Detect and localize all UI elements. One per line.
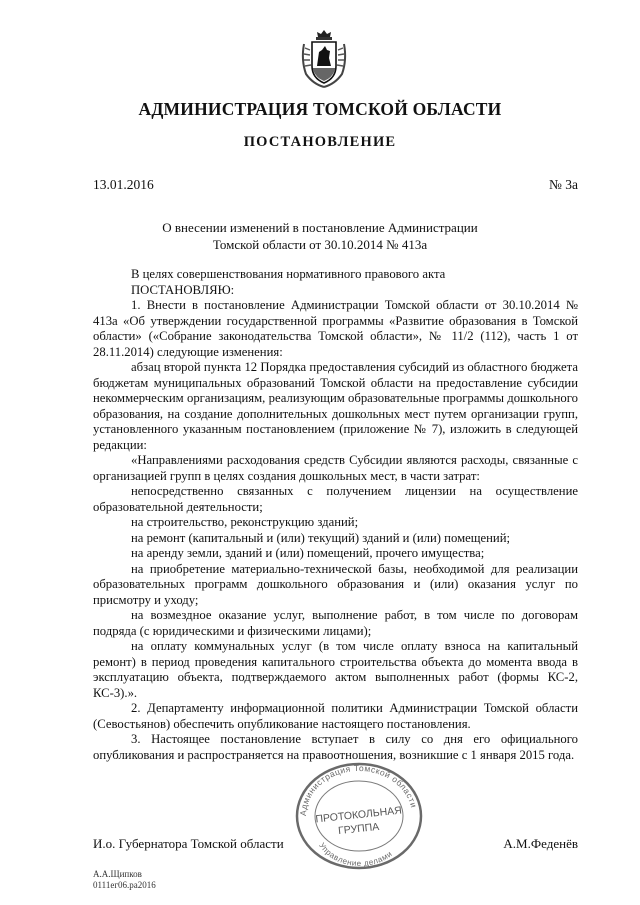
body-paragraph: на ремонт (капитальный и (или) текущий) зданий и (или) помещений; (131, 530, 511, 545)
document-subject (0, 220, 640, 253)
body-paragraph: на приобретение материально-технической базы, необходимой для реализации образовательных программ дошкольного образования и (или) оказания услуг по присмотру и уходу; (93, 561, 578, 607)
body-paragraph: абзац второй пункта 12 Порядка предоставления субсидий из областного бюджета бюджетам муниципальных образований Томской области на предоставление субсидии некоммерческим организациям, реализующим образовательные программы дошкольного образования, на создание дополнительных дошкольных мест путем организации групп, установленного указанным постановлением (приложение № 7), изложить в следующей редакции: (93, 360, 578, 452)
organization-title: АДМИНИСТРАЦИЯ ТОМСКОЙ ОБЛАСТИ (138, 99, 502, 119)
body-paragraph: непосредственно связанных с получением лицензии на осуществление образовательной деятельности; (93, 484, 578, 514)
document-number: № 3а (549, 177, 578, 192)
document-body (93, 267, 578, 763)
coat-of-arms-icon (296, 26, 352, 90)
body-paragraph: ПОСТАНОВЛЯЮ: (131, 282, 235, 297)
body-paragraph: на возмездное оказание услуг, выполнение работ, в том числе по договорам подряда (с юридическими и физическими лицами); (93, 608, 578, 638)
document-type: ПОСТАНОВЛЕНИЕ (243, 134, 397, 150)
body-paragraph: на строительство, реконструкцию зданий; (131, 515, 359, 529)
subject-line: Томской области от 30.10.2014 № 413а (212, 236, 428, 252)
body-paragraph: на аренду земли, зданий и (или) помещений, прочего имущества; (131, 546, 485, 560)
stamp-line: ГРУППА (337, 820, 380, 838)
executor-info (93, 869, 156, 891)
body-paragraph: «Направлениями расходования средств Субсидии являются расходы, связанные с организацией групп в целях создания дошкольных мест, в части затрат: (93, 453, 578, 483)
signature-position: И.о. Губернатора Томской области (93, 836, 284, 851)
body-paragraph: на оплату коммунальных услуг (в том числе оплату взноса на капитальный ремонт) в период проведения капитального строительства объекта до момента ввода в эксплуатацию объекта, подтверждаемого актом выполненных работ (формы КС-2, КС-3).». (93, 639, 578, 700)
executor-name: А.А.Щипков (93, 869, 142, 879)
executor-ref: 0111ег06.ра2016 (93, 880, 156, 890)
document-date: 13.01.2016 (93, 177, 154, 192)
signature-name: А.М.Феденёв (503, 836, 578, 851)
protocol-stamp (284, 758, 434, 870)
stamp-ring-text: Администрация Томской области (297, 762, 420, 817)
body-paragraph: 3. Настоящее постановление вступает в силу со дня его официального опубликования и распространяется на правоотношения, возникшие с 1 января 2015 года. (93, 732, 578, 762)
body-paragraph: В целях совершенствования нормативного правового акта (131, 267, 446, 281)
body-paragraph: 2. Департаменту информационной политики Администрации Томской области (Севостьянов) обеспечить опубликование настоящего постановления. (93, 701, 578, 731)
body-paragraph: 1. Внести в постановление Администрации Томской области от 30.10.2014 № 413а «Об утверждении государственной программы «Развитие образования в Томской области» («Собрание законодательства Томской области», № 11/2 (112), часть 1 от 28.11.2014) следующие изменения: (93, 298, 578, 359)
subject-line: О внесении изменений в постановление Администрации (162, 220, 478, 235)
stamp-ring-bottom: Управление делами (317, 841, 394, 869)
stamp-line: ПРОТОКОЛЬНАЯ (314, 804, 403, 826)
